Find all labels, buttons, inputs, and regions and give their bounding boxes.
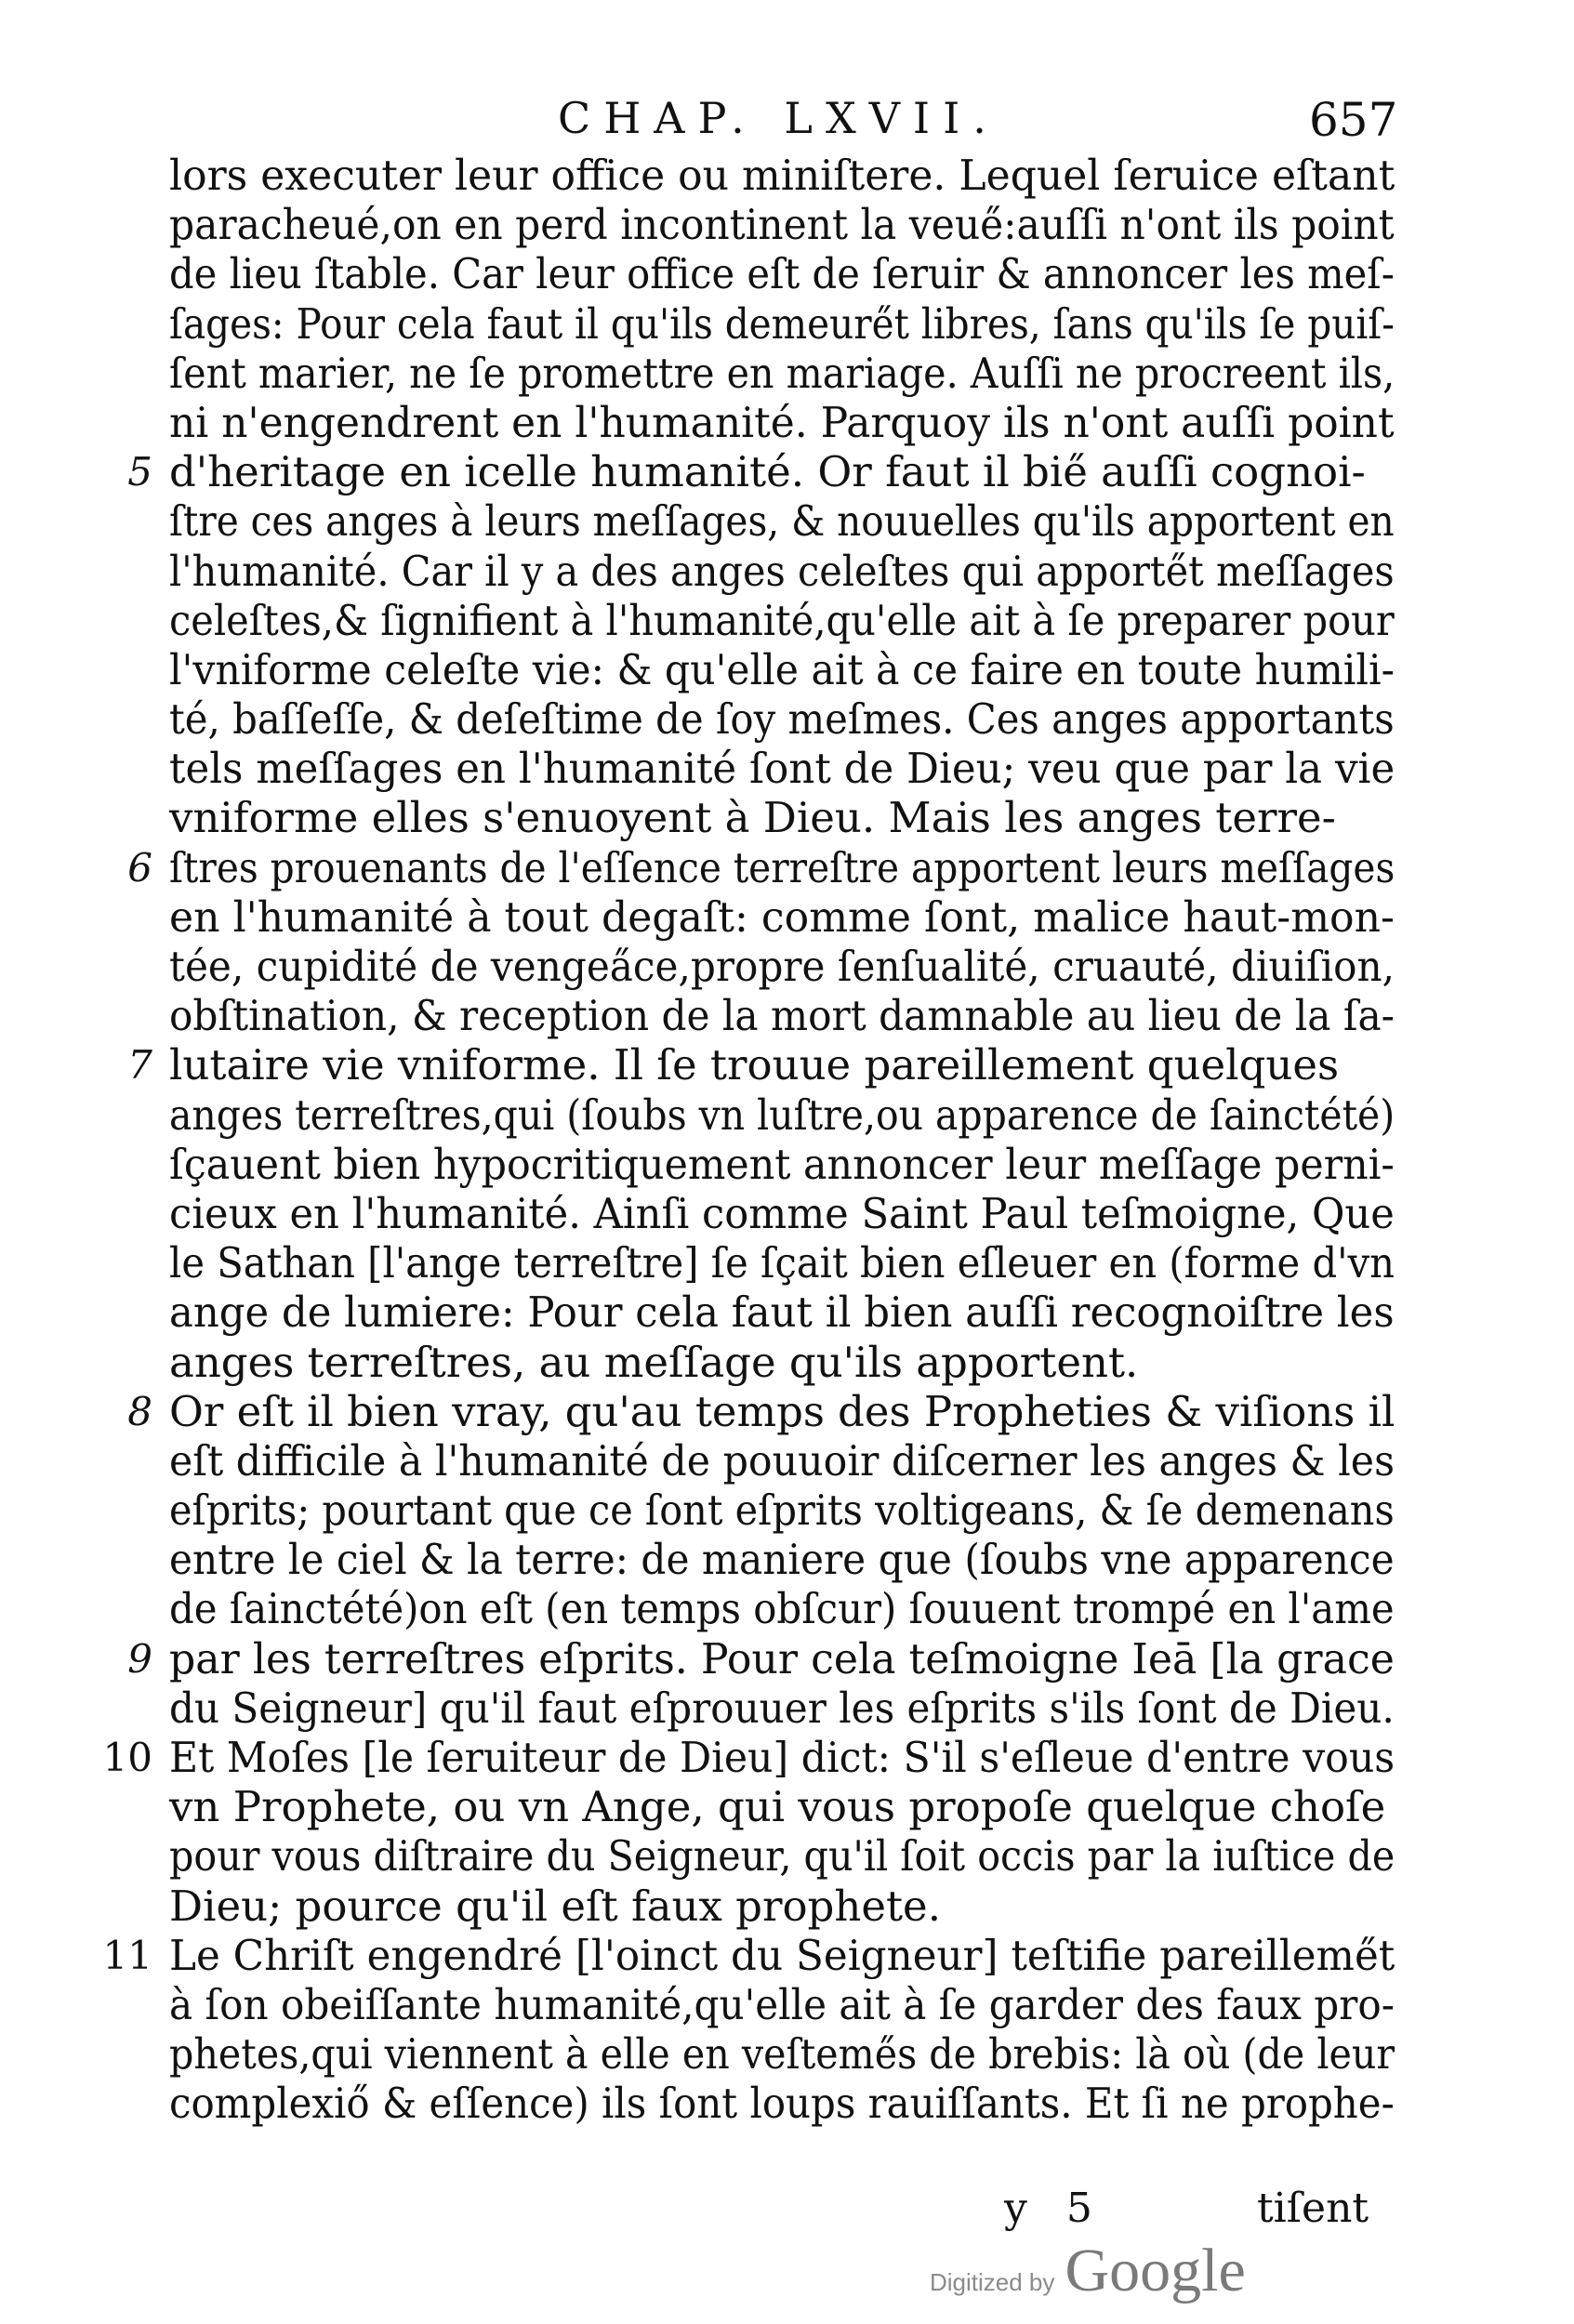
text-line	[169, 151, 1395, 200]
text-line	[169, 1238, 1395, 1287]
text-line	[169, 793, 1395, 842]
text-line	[169, 942, 1395, 991]
line-text: de ſainctété)on eſt (en temps obſcur) ſouuent trompé en l'ame	[169, 1584, 1395, 1634]
line-text: ſtres prouenants de l'eſſence terreſtre apportent leurs meſſages	[169, 842, 1395, 892]
verse-number: 6	[127, 844, 152, 891]
signature-mark: y 5	[1004, 2185, 1105, 2232]
line-text: ſages: Pour cela faut il qu'ils demeure̋t libres, ſans qu'ils ſe puiſ-	[169, 298, 1395, 349]
line-text: eſt difficile à l'humanité de pouuoir diſcerner les anges & les	[169, 1435, 1395, 1486]
line-text: l'vniforme celeſte vie: & qu'elle ait à ce faire en toute humili-	[169, 644, 1395, 694]
text-line	[169, 2029, 1395, 2079]
text-line	[169, 1436, 1395, 1486]
line-text: ſçauent bien hypocritiquement annoncer leur meſſage perni-	[169, 1139, 1395, 1189]
text-line	[102, 1930, 1395, 1980]
text-line	[169, 200, 1395, 249]
line-text: té, baſſeſſe, & deſeſtime de ſoy meſmes. Ces anges apportants	[169, 694, 1395, 745]
text-line	[169, 694, 1395, 744]
running-head: CHAP. LXVII.	[558, 93, 999, 143]
verse-number: 9	[127, 1635, 152, 1682]
line-text: ſent marier, ne ſe promettre en mariage. Auſſi ne procreent ils,	[169, 348, 1395, 398]
digitization-watermark	[930, 2236, 1246, 2304]
line-text: vniforme elles s'enuoyent à Dieu. Mais les anges terre-	[169, 793, 1336, 843]
verse-number: 7	[127, 1042, 152, 1089]
text-line	[127, 1633, 1395, 1684]
line-text: par les terreſtres eſprits. Pour cela teſmoigne Ieā [la grace	[169, 1633, 1395, 1684]
text-line	[169, 1189, 1395, 1238]
text-line	[127, 1386, 1395, 1436]
text-line	[169, 2079, 1395, 2128]
line-text: Or eſt il bien vray, qu'au temps des Propheties & viſions il	[169, 1386, 1395, 1436]
text-line	[127, 447, 1395, 497]
text-line	[169, 596, 1395, 645]
text-line	[102, 1733, 1395, 1782]
line-text: lors executer leur office ou miniſtere. Lequel ſeruice eſtant	[169, 151, 1395, 200]
text-line	[169, 744, 1395, 793]
text-line	[169, 892, 1395, 942]
line-text: ni n'engendrent en l'humanité. Parquoy ils n'ont auſſi point	[169, 397, 1395, 447]
page-number: 657	[1309, 93, 1398, 147]
line-text: pour vous diſtraire du Seigneur, qu'il ſoit occis par la iuſtice de	[169, 1831, 1395, 1882]
text-line	[169, 1090, 1395, 1140]
text-line	[127, 1040, 1395, 1090]
text-line	[169, 1831, 1395, 1881]
line-text: entre le ciel & la terre: de maniere que (ſoubs vne apparence	[169, 1535, 1395, 1585]
line-text: obſtination, & reception de la mort damnable au lieu de la ſa-	[169, 991, 1395, 1041]
line-text: cieux en l'humanité. Ainſi comme Saint Paul teſmoigne, Que	[169, 1188, 1395, 1238]
line-text: phetes,qui viennent à elle en veſteme̋s de brebis: là où (de leur	[169, 2029, 1395, 2080]
text-line	[169, 1338, 1395, 1387]
line-text: celeſtes,& ſignifient à l'humanité,qu'elle ait à ſe preparer pour	[169, 595, 1395, 645]
text-line	[169, 1782, 1395, 1831]
google-logo: Google	[1065, 2237, 1246, 2304]
line-text: paracheué,on en perd incontinent la veue̋:auſſi n'ont ils point	[169, 200, 1395, 250]
catchword: tiſent	[1257, 2185, 1369, 2232]
line-text: vn Prophete, ou vn Ange, qui vous propoſe quelque choſe	[169, 1782, 1386, 1832]
verse-number: 5	[127, 449, 152, 495]
text-line	[169, 547, 1395, 596]
line-text: le Sathan [l'ange terreſtre] ſe ſçait bien eſleuer en (forme d'vn	[169, 1238, 1395, 1288]
text-line	[169, 991, 1395, 1040]
line-text: ſtre ces anges à leurs meſſages, & nouuelles qu'ils apportent en	[169, 496, 1395, 547]
text-line	[169, 299, 1395, 349]
line-text: complexiő & eſſence) ils ſont loups rauiſſants. Et ſi ne prophe-	[169, 2079, 1395, 2129]
text-line	[169, 398, 1395, 447]
text-line	[169, 1287, 1395, 1337]
watermark-prefix: Digitized by	[930, 2268, 1055, 2296]
line-text: Le Chriſt engendré [l'oinct du Seigneur] teſtifie pareilleme̋t	[169, 1930, 1395, 1980]
line-text: d'heritage en icelle humanité. Or faut il bie̋ auſſi cognoi-	[169, 447, 1366, 497]
text-line	[169, 496, 1395, 546]
line-text: tée, cupidité de vengea̋ce,propre ſenſualité, cruauté, diuiſion,	[169, 942, 1395, 991]
line-text: lutaire vie vniforme. Il ſe trouue pareillement quelques	[169, 1040, 1340, 1090]
page-header	[0, 93, 1574, 149]
line-text: à ſon obeiſſante humanité,qu'elle ait à ſe garder des faux pro-	[169, 1979, 1395, 2029]
text-line	[169, 349, 1395, 398]
line-text: anges terreſtres, au meſſage qu'ils apportent.	[169, 1337, 1139, 1387]
text-line	[169, 645, 1395, 694]
line-text: tels meſſages en l'humanité ſont de Dieu; veu que par la vie	[169, 744, 1395, 794]
text-body	[102, 151, 1395, 2129]
verse-number: 8	[127, 1388, 152, 1434]
line-text: en l'humanité à tout degaſt: comme ſont, malice haut-mon-	[169, 891, 1395, 942]
page-footer	[0, 2185, 1574, 2240]
line-text: anges terreſtres,qui (ſoubs vn luſtre,ou apparence de ſainctété)	[169, 1089, 1395, 1140]
text-line	[169, 1140, 1395, 1189]
text-line	[169, 1684, 1395, 1733]
line-text: eſprits; pourtant que ce ſont eſprits voltigeans, & ſe demenans	[169, 1486, 1395, 1536]
line-text: du Seigneur] qu'il faut eſprouuer les eſprits s'ils ſont de Dieu.	[169, 1683, 1395, 1733]
text-line	[169, 1882, 1395, 1931]
line-text: de lieu ſtable. Car leur office eſt de ſeruir & annoncer les meſ-	[169, 249, 1395, 299]
text-line	[169, 1486, 1395, 1535]
line-text: ange de lumiere: Pour cela faut il bien auſſi recognoiſtre les	[169, 1287, 1395, 1338]
verse-number: 11	[102, 1932, 152, 1978]
verse-number: 10	[102, 1735, 152, 1780]
text-line	[169, 1584, 1395, 1633]
text-line	[169, 1980, 1395, 2029]
line-text: Et Moſes [le ſeruiteur de Dieu] dict: S'il s'eſleue d'entre vous	[169, 1733, 1395, 1782]
text-line	[169, 249, 1395, 298]
text-line	[169, 1535, 1395, 1584]
text-line	[127, 842, 1395, 892]
line-text: l'humanité. Car il y a des anges celeſtes qui apporte̋t meſſages	[169, 546, 1395, 596]
line-text: Dieu; pource qu'il eſt faux prophete.	[169, 1881, 941, 1931]
